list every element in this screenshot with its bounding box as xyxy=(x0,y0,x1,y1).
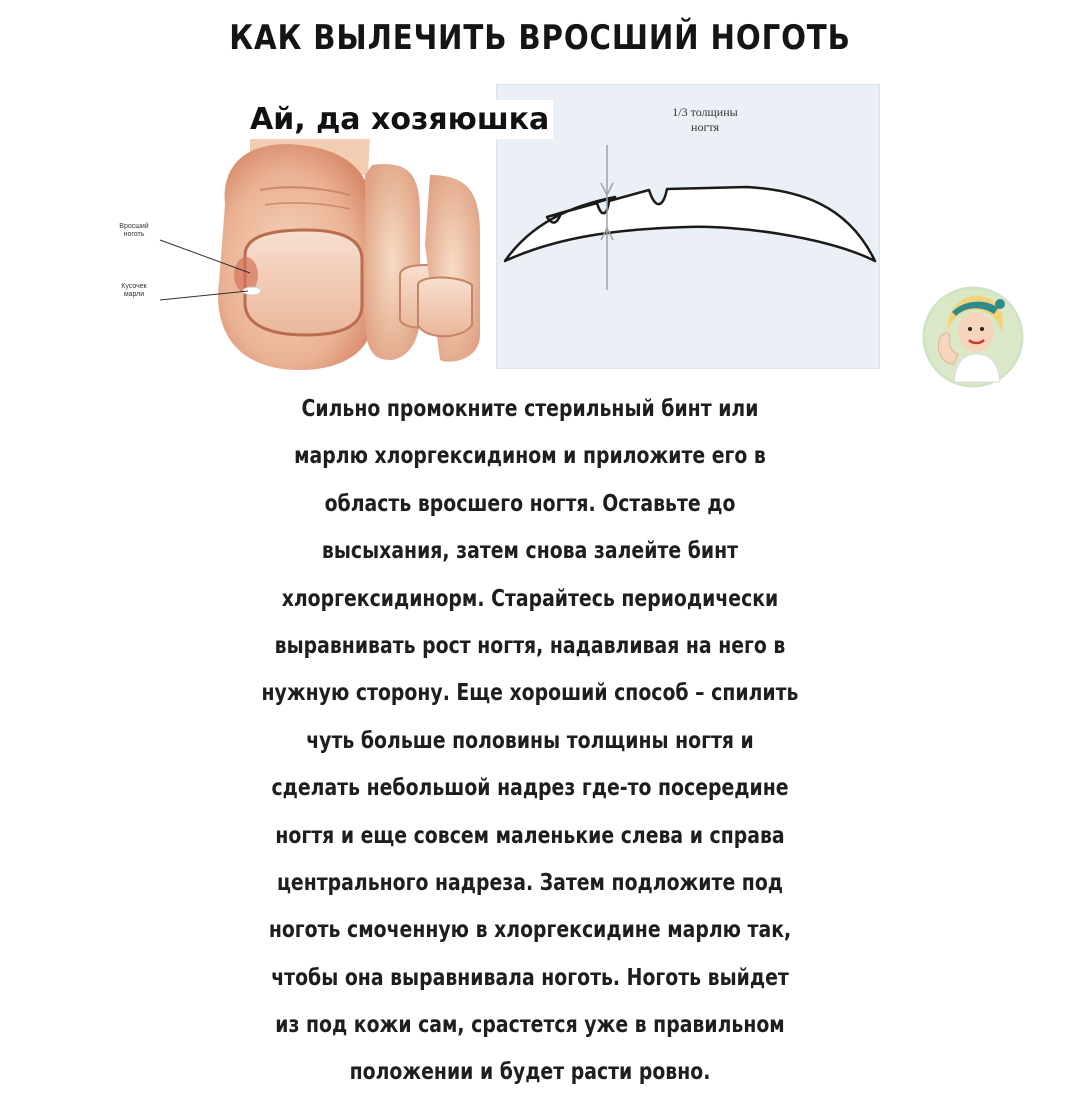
instructions-line: область вросшего ногтя. Оставьте до xyxy=(324,490,736,517)
instructions-line: чуть больше половины толщины ногтя и xyxy=(306,727,754,754)
instructions-line: центрального надреза. Затем подложите под xyxy=(276,869,784,896)
instructions-line: сделать небольшой надрез где-то посередине xyxy=(271,775,789,802)
avatar-drawing xyxy=(918,282,1028,392)
instructions-line: Сильно промокните стерильный бинт или xyxy=(301,396,759,422)
gauze-piece-label-line2: марли xyxy=(123,291,145,298)
instructions-line: марлю хлоргексидином и приложите его в xyxy=(294,443,766,470)
gauze-piece-label xyxy=(112,283,156,299)
instructions-line: положении и будет расти ровно. xyxy=(349,1059,711,1086)
gauze-piece-label-line1: Кусочек xyxy=(121,283,147,290)
instructions-line: чтобы она выравнивала ноготь. Ноготь выйдет xyxy=(271,964,789,991)
nail-profile-drawing xyxy=(497,85,879,368)
ingrown-nail-label-line2: ноготь xyxy=(123,231,145,238)
nail-caption-line2: ногтя xyxy=(691,120,719,134)
instructions-line: выравнивать рост ногтя, надавливая на него в xyxy=(274,632,786,659)
pinup-avatar-icon xyxy=(918,282,1028,392)
instructions-line: хлоргексидинорм. Старайтесь периодически xyxy=(281,585,779,612)
nail-cross-section-diagram xyxy=(496,84,880,369)
ingrown-nail-label-line1: Вросший xyxy=(119,223,149,230)
toe-drawing xyxy=(100,135,500,375)
ingrown-nail-label xyxy=(112,223,156,239)
nail-caption-line1: 1/3 толщины xyxy=(672,105,738,119)
instructions-text xyxy=(130,386,930,1097)
watermark-label: Ай, да хозяюшка xyxy=(246,100,553,139)
instructions-line: ноготь смоченную в хлоргексидине марлю так, xyxy=(268,917,792,944)
instructions-line: высыхания, затем снова залейте бинт xyxy=(321,538,739,565)
instructions-line: из под кожи сам, срастется уже в правильном xyxy=(275,1012,785,1039)
toe-illustration xyxy=(100,135,500,375)
instructions-line: нужную сторону. Еще хороший способ – спилить xyxy=(261,680,799,707)
instructions-line: ногтя и еще совсем маленькие слева и справа xyxy=(275,822,785,849)
page-title: КАК ВЫЛЕЧИТЬ ВРОСШИЙ НОГОТЬ xyxy=(229,18,851,58)
